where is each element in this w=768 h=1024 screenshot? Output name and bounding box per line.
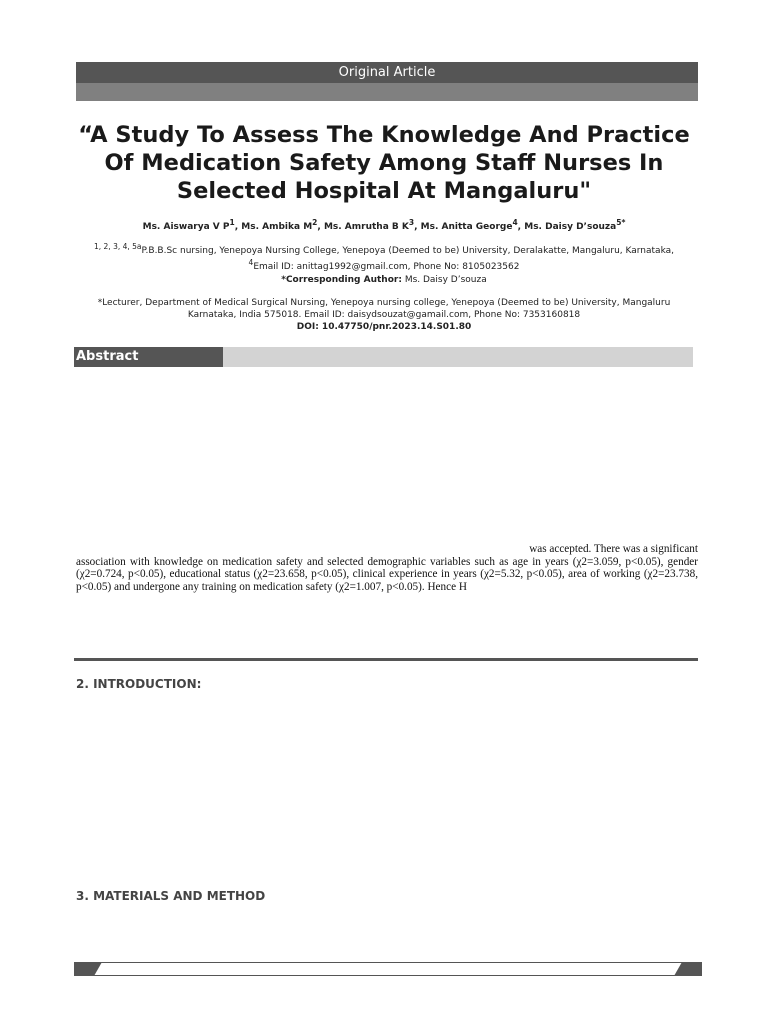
author-sup: 3 [408, 218, 415, 227]
affiliation [60, 241, 708, 273]
lecturer-line-1: *Lecturer, Department of Medical Surgical Nursing, Yenepoya nursing college, Yenepoya (Deemed to be) University, Mangaluru [97, 298, 671, 308]
corresponding-author [60, 275, 708, 285]
author-name: Ms. Anitta George [420, 222, 513, 232]
author-list: Ms. Aiswarya V $P^1$, Ms. Ambika $M^2$, Ms. Amrutha B $K^3$, Ms. Anitta George$^4$, Ms. Daisy D’souza$^{5*}$ [142, 218, 626, 232]
section-divider [74, 658, 698, 661]
footer-outline [94, 963, 684, 976]
lecturer-affiliation [60, 297, 708, 333]
corresponding-label: *Corresponding Author: [281, 275, 402, 285]
footer-left-block [74, 962, 102, 976]
banner-label: Original Article [338, 65, 436, 80]
abstract-first-line: was accepted. There was a significant [529, 543, 698, 555]
article-type-banner [76, 62, 698, 83]
author-name: Ms. Ambika M [241, 222, 313, 232]
author-sup: 2 [312, 218, 318, 227]
corresponding-name: Ms. Daisy D’souza [404, 275, 487, 285]
section-heading-introduction: 2. INTRODUCTION: [76, 677, 202, 691]
affiliation-text: P.B.B.Sc nursing, Yenepoya Nursing College, Yenepoya (Deemed to be) University, Deralakatte, Mangaluru, Karnataka, [141, 246, 674, 256]
email-sup: 4 [248, 258, 254, 267]
author-sup: 4 [512, 218, 518, 227]
affiliation-sup: 1, 2, 3, 4, 5a [93, 242, 142, 251]
abstract-heading: Abstract [74, 347, 223, 367]
email-line: Email ID: anittag1992@gmail.com, Phone No: 8105023562 [253, 262, 520, 272]
abstract-body [76, 543, 698, 593]
banner-strip [76, 83, 698, 101]
footer-right-block [674, 962, 702, 976]
author-name: Ms. Daisy D’souza [524, 222, 617, 232]
footer-bar [74, 962, 702, 976]
article-title: “A Study To Assess The Knowledge And Practice Of Medication Safety Among Staff Nurses In Selected Hospital At Mangaluru" [78, 122, 690, 204]
section-heading-materials: 3. MATERIALS AND METHOD [76, 889, 266, 903]
author-sup: 1 [229, 218, 235, 227]
doi-link[interactable]: DOI: 10.47750/pnr.2023.14.S01.80 [296, 322, 472, 332]
author-name: Ms. Amrutha B K [323, 222, 409, 232]
author-name: Ms. Aiswarya V P [142, 222, 230, 232]
author-sup: 5* [616, 218, 626, 227]
lecturer-line-2: Karnataka, India 575018. Email ID: daisydsouzat@gamail.com, Phone No: 7353160818 [187, 310, 581, 320]
abstract-paragraph: association with knowledge on medication safety and selected demographic variables such as age in years (χ2=3.059, p<0.05), gender (χ2=0.724, p<0.05), educational status (χ2=23.658, p<0.05), clinical experience in years (χ2=5.32, p<0.05), area of working (χ2=23.738, p<0.05) and undergone any training on medication safety (χ2=1.007, p<0.05). Hence H [76, 555, 698, 593]
